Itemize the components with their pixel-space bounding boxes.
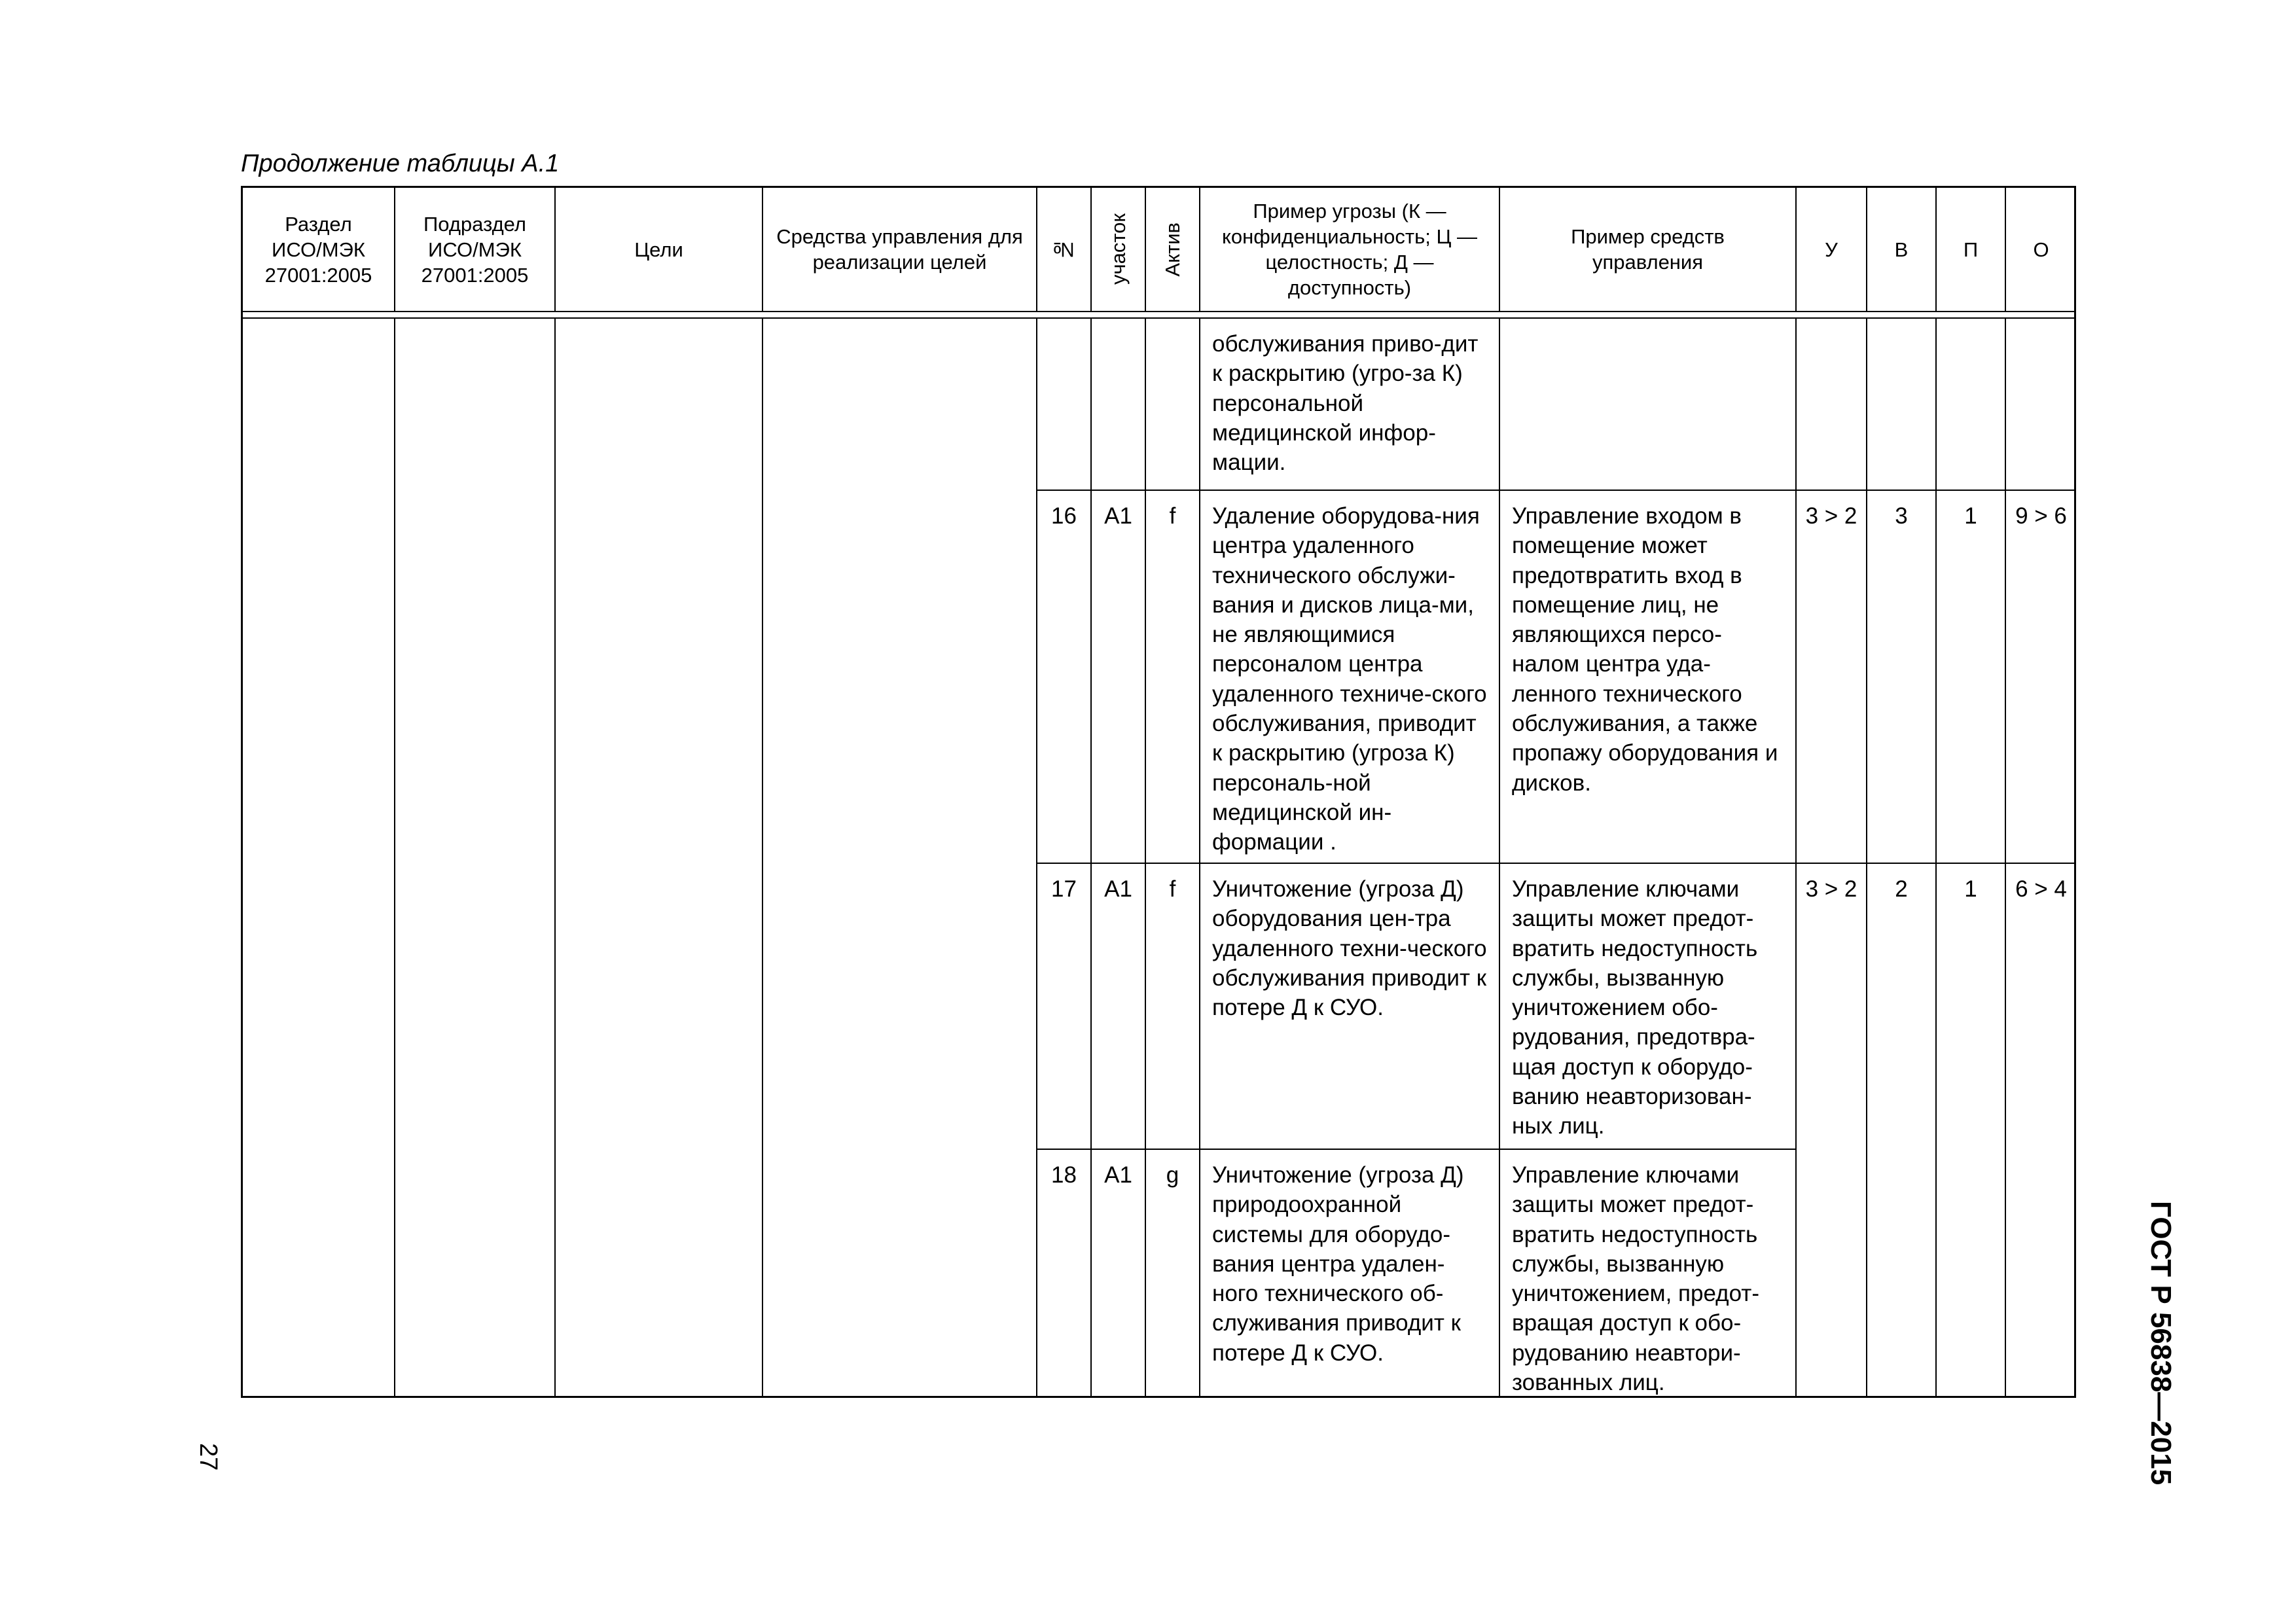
- table-row-18-threat: Уничтожение (угроза Д) природоохранной системы для оборудо-вания центра удален-ного технического об-служивания приводит к потере Д к СУО.: [1200, 1150, 1500, 1396]
- table-row-17-control: Управление ключами защиты может предот-вратить недоступность службы, вызванную уничтожением обо-рудования, предотвра-щая доступ к оборудо-ванию неавторизован-ных лиц.: [1500, 864, 1797, 1150]
- table-row-18-uchastok: A1: [1092, 1150, 1146, 1396]
- table-row-16-o: 9 > 6: [2006, 491, 2076, 864]
- table-a1: [241, 186, 2076, 1398]
- table-row-cont-v: [1867, 319, 1937, 491]
- standard-code: ГОСТ Р 56838—2015: [2145, 1201, 2177, 1486]
- table-row-cont-uchastok: [1092, 319, 1146, 491]
- header-v-text: В: [1894, 238, 1909, 261]
- table-row-16-threat: Удаление оборудова-ния центра удаленного технического обслужи-вания и дисков лица-ми, не являющимися персоналом центра удаленного техниче-ского обслуживания, приводит к раскрытию (угроза К) персональ-ной медицинской ин-формации .: [1200, 491, 1500, 864]
- header-primer-ugrozy: [1200, 188, 1500, 312]
- header-primer-sredstv-text: Пример средств управления: [1571, 225, 1725, 274]
- table-row-16-p: 1: [1937, 491, 2006, 864]
- header-celi: [556, 188, 763, 312]
- cell-celi-empty: [556, 319, 763, 1396]
- cell-sredstva-empty: [763, 319, 1037, 1396]
- table-row-16-control: Управление входом в помещение может предотвратить вход в помещение лиц, не являющихся персо-налом центра уда-ленного технического обслуживания, а также пропажу оборудования и дисков.: [1500, 491, 1797, 864]
- table-row-16-num: 16: [1037, 491, 1092, 864]
- header-double-rule: [243, 312, 2076, 319]
- header-sredstva-text: Средства управления для реализации целей: [776, 225, 1023, 274]
- table-row-cont-p: [1937, 319, 2006, 491]
- header-primer-sredstv: [1500, 188, 1797, 312]
- header-sredstva: [763, 188, 1037, 312]
- table-row-16-v: 3: [1867, 491, 1937, 864]
- page-number: 27: [194, 1443, 222, 1471]
- table-row-17-v: 2: [1867, 864, 1937, 1396]
- table-row-17-u: 3 > 2: [1797, 864, 1867, 1396]
- table-row-17-threat: Уничтожение (угроза Д) оборудования цен-тра удаленного техни-ческого обслуживания приводит к потере Д к СУО.: [1200, 864, 1500, 1150]
- table-row-cont-aktiv: [1146, 319, 1200, 491]
- header-uchastok-text: участок: [1107, 213, 1130, 285]
- header-uchastok: [1092, 188, 1146, 312]
- header-primer-ugrozy-text: Пример угрозы (К — конфиденциальность; Ц — целостность; Д — доступность): [1221, 200, 1478, 299]
- header-u: [1797, 188, 1867, 312]
- header-aktiv-text: Актив: [1161, 222, 1184, 277]
- table-row-16-uchastok: A1: [1092, 491, 1146, 864]
- table-row-cont-threat: обслуживания приво-дит к раскрытию (угро-за К) персональной медицинской инфор-мации.: [1200, 319, 1500, 491]
- table-row-18-control: Управление ключами защиты может предот-вратить недоступность службы, вызванную уничтожением, предот-вращая доступ к обо-рудованию неавтори-зованных лиц.: [1500, 1150, 1797, 1396]
- table-row-16-aktiv: f: [1146, 491, 1200, 864]
- table-row-17-aktiv: f: [1146, 864, 1200, 1150]
- table-row-cont-o: [2006, 319, 2076, 491]
- header-podrazdel-text: Подраздел ИСО/МЭК 27001:2005: [421, 212, 529, 287]
- table-row-16-u: 3 > 2: [1797, 491, 1867, 864]
- header-number-text: №: [1052, 238, 1075, 261]
- table-row-cont-num: [1037, 319, 1092, 491]
- header-aktiv: [1146, 188, 1200, 312]
- header-celi-text: Цели: [634, 238, 683, 261]
- header-number: [1037, 188, 1092, 312]
- header-p: [1937, 188, 2006, 312]
- table-row-17-o: 6 > 4: [2015, 876, 2067, 902]
- header-o: [2006, 188, 2076, 312]
- table-row-18-num: 18: [1037, 1150, 1092, 1396]
- table-caption: Продолжение таблицы А.1: [241, 150, 560, 177]
- table-row-cont-control: [1500, 319, 1797, 491]
- header-podrazdel: [395, 188, 556, 312]
- cell-podrazdel-empty: [395, 319, 556, 1396]
- table-row-17-uchastok: A1: [1092, 864, 1146, 1150]
- table-row-17-p: 1: [1937, 864, 2006, 1396]
- cell-razdel-empty: [243, 319, 395, 1396]
- table-row-cont-u: [1797, 319, 1867, 491]
- header-razdel-text: Раздел ИСО/МЭК 27001:2005: [264, 212, 372, 287]
- header-v: [1867, 188, 1937, 312]
- header-p-text: П: [1963, 238, 1979, 261]
- header-u-text: У: [1825, 238, 1838, 261]
- header-razdel: [243, 188, 395, 312]
- table-row-18-aktiv: g: [1146, 1150, 1200, 1396]
- header-o-text: О: [2033, 238, 2049, 261]
- table-row-17-num: 17: [1037, 864, 1092, 1150]
